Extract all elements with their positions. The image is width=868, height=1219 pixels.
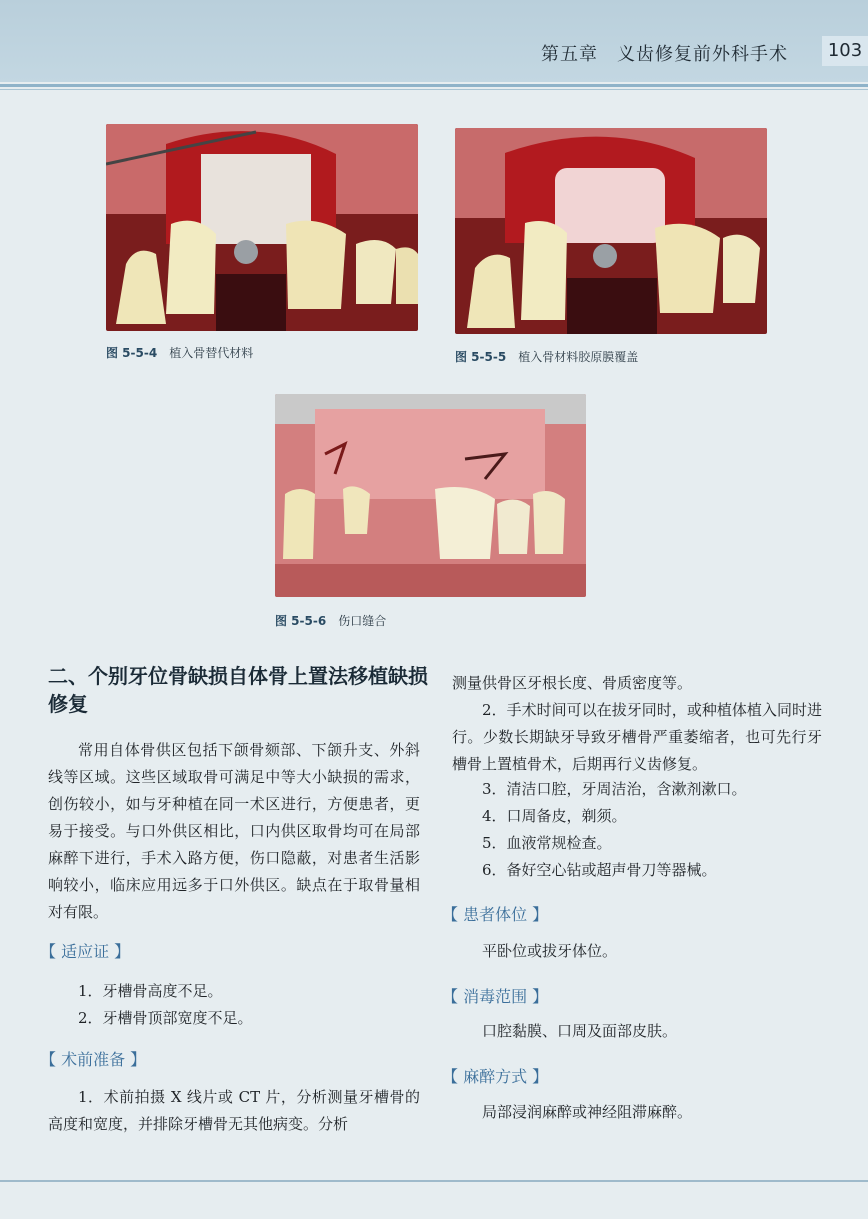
list-item: 6．备好空心钻或超声骨刀等器械。 bbox=[482, 861, 717, 879]
figure-number: 图 5-5-6 bbox=[275, 614, 327, 628]
disinfection-heading: 【 消毒范围 】 bbox=[442, 987, 549, 1006]
figure-caption bbox=[106, 344, 253, 361]
position-heading: 【 患者体位 】 bbox=[442, 905, 549, 924]
intro-paragraph: 常用自体骨供区包括下颌骨颏部、下颌升支、外斜线等区域。这些区域取骨可满足中等大小缺损的需求，创伤较小，如与牙种植在同一术区进行，方便患者，更易于接受。与口外供区相比，口内供区取骨均可在局部麻醉下进行，手术入路方便，伤口隐蔽，对患者生活影响较小，临床应用远多于口外供区。缺点在于取骨量相对有限。 bbox=[48, 741, 420, 921]
page-number: 103 bbox=[822, 36, 868, 66]
footer-divider bbox=[0, 1180, 868, 1182]
position-text: 平卧位或拔牙体位。 bbox=[482, 942, 618, 960]
list-item: 2．牙槽骨顶部宽度不足。 bbox=[78, 1009, 253, 1027]
anesthesia-text: 局部浸润麻醉或神经阻滞麻醉。 bbox=[482, 1103, 693, 1121]
list-item: 2．手术时间可以在拔牙同时，或种植体植入同时进行。少数长期缺牙导致牙槽骨严重萎缩者，也可先行牙槽骨上置植骨术，后期再行义齿修复。 bbox=[452, 701, 822, 773]
header-divider-thin bbox=[0, 89, 868, 90]
list-item: 3．清洁口腔，牙周洁治，含漱剂漱口。 bbox=[482, 780, 747, 798]
list-item: 1．术前拍摄 X 线片或 CT 片，分析测量牙槽骨的高度和宽度，并排除牙槽骨无其他病变。分析 bbox=[48, 1088, 420, 1133]
section-heading: 二、个别牙位骨缺损自体骨上置法移植缺损修复 bbox=[48, 664, 428, 716]
figure-photo-bone-graft bbox=[106, 124, 418, 331]
figure-number: 图 5-5-4 bbox=[106, 346, 158, 360]
figure-number: 图 5-5-5 bbox=[455, 350, 507, 364]
list-item: 4．口周备皮，剃须。 bbox=[482, 807, 627, 825]
figure-caption-text: 植入骨材料胶原膜覆盖 bbox=[518, 350, 639, 364]
preop-heading: 【 术前准备 】 bbox=[40, 1050, 147, 1069]
chapter-title: 第五章 义齿修复前外科手术 bbox=[541, 44, 788, 65]
figure-photo-suture bbox=[275, 394, 586, 597]
header-divider bbox=[0, 84, 868, 87]
list-item-continuation: 测量供骨区牙根长度、骨质密度等。 bbox=[452, 674, 693, 692]
figure-caption bbox=[275, 612, 386, 629]
list-item: 5．血液常规检查。 bbox=[482, 834, 612, 852]
figure-photo-collagen-membrane bbox=[455, 128, 767, 334]
disinfection-text: 口腔黏膜、口周及面部皮肤。 bbox=[482, 1022, 678, 1040]
indications-heading: 【 适应证 】 bbox=[40, 942, 131, 961]
anesthesia-heading: 【 麻醉方式 】 bbox=[442, 1067, 549, 1086]
figure-caption bbox=[455, 348, 638, 365]
list-item: 1．牙槽骨高度不足。 bbox=[78, 982, 223, 1000]
figure-caption-text: 植入骨替代材料 bbox=[169, 346, 254, 360]
figure-caption-text: 伤口缝合 bbox=[338, 614, 387, 628]
